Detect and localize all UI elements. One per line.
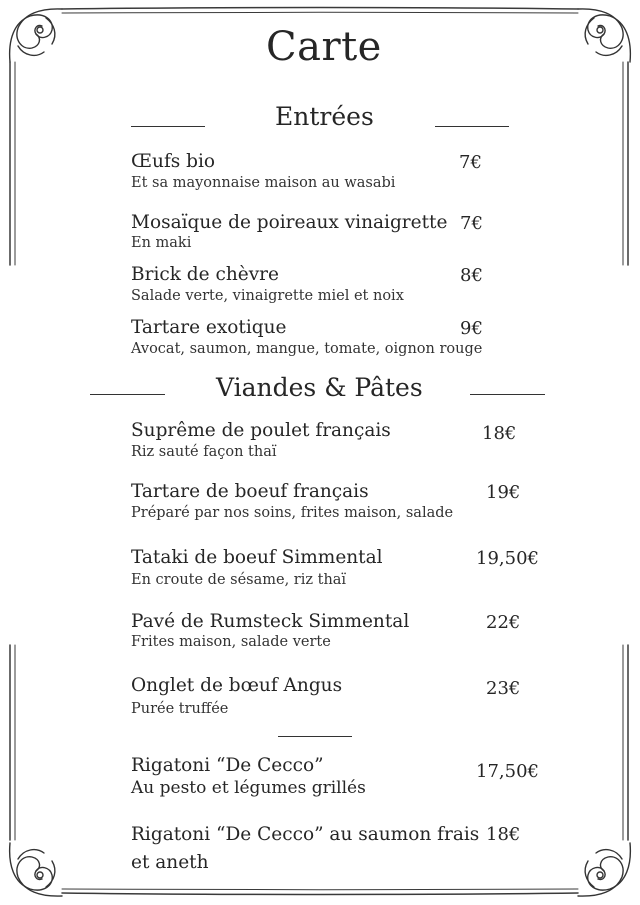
dish-name: Suprême de poulet français <box>131 420 391 441</box>
divider-right <box>470 394 545 395</box>
dish-price: 23€ <box>486 678 521 699</box>
dish-price: 19,50€ <box>476 548 539 569</box>
dish-description: Salade verte, vinaigrette miel et noix <box>131 288 404 304</box>
divider-right <box>435 126 509 127</box>
dish-description: Au pesto et légumes grillés <box>131 778 366 798</box>
dish-name: Tataki de boeuf Simmental <box>131 547 383 568</box>
dish-name: Rigatoni “De Cecco” au saumon frais <box>131 824 480 845</box>
dish-price: 7€ <box>459 152 482 173</box>
dish-description: Riz sauté façon thaï <box>131 444 277 460</box>
dish-description: En maki <box>131 235 192 251</box>
dish-price: 18€ <box>482 423 517 444</box>
dish-price: 8€ <box>460 265 483 286</box>
dish-price: 7€ <box>460 213 483 234</box>
dish-description: Frites maison, salade verte <box>131 634 331 650</box>
dish-name: Tartare exotique <box>131 317 287 338</box>
dish-name: Pavé de Rumsteck Simmental <box>131 611 410 632</box>
menu-title: Carte <box>266 24 382 70</box>
section-heading-viandes-pates: Viandes & Pâtes <box>216 373 423 402</box>
dish-name: Tartare de boeuf français <box>131 481 369 502</box>
divider <box>278 736 352 737</box>
dish-description: Préparé par nos soins, frites maison, salade <box>131 505 454 521</box>
dish-description: En croute de sésame, riz thaï <box>131 572 347 588</box>
dish-price: 17,50€ <box>476 761 539 782</box>
dish-price: 22€ <box>486 612 521 633</box>
dish-description: Et sa mayonnaise maison au wasabi <box>131 175 396 191</box>
dish-price: 9€ <box>460 318 483 339</box>
dish-description: Purée truffée <box>131 701 229 717</box>
dish-name: Brick de chèvre <box>131 264 279 285</box>
dish-description: Avocat, saumon, mangue, tomate, oignon rouge <box>131 341 483 357</box>
dish-name: Mosaïque de poireaux vinaigrette <box>131 212 448 233</box>
divider-left <box>90 394 165 395</box>
dish-name: Œufs bio <box>131 151 216 172</box>
dish-name-continued: et aneth <box>131 852 209 873</box>
dish-name: Rigatoni “De Cecco” <box>131 755 324 776</box>
section-heading-entrees: Entrées <box>275 102 374 131</box>
dish-price: 18€ <box>486 824 521 845</box>
dish-name: Onglet de bœuf Angus <box>131 675 343 696</box>
dish-price: 19€ <box>486 482 521 503</box>
divider-left <box>131 126 205 127</box>
